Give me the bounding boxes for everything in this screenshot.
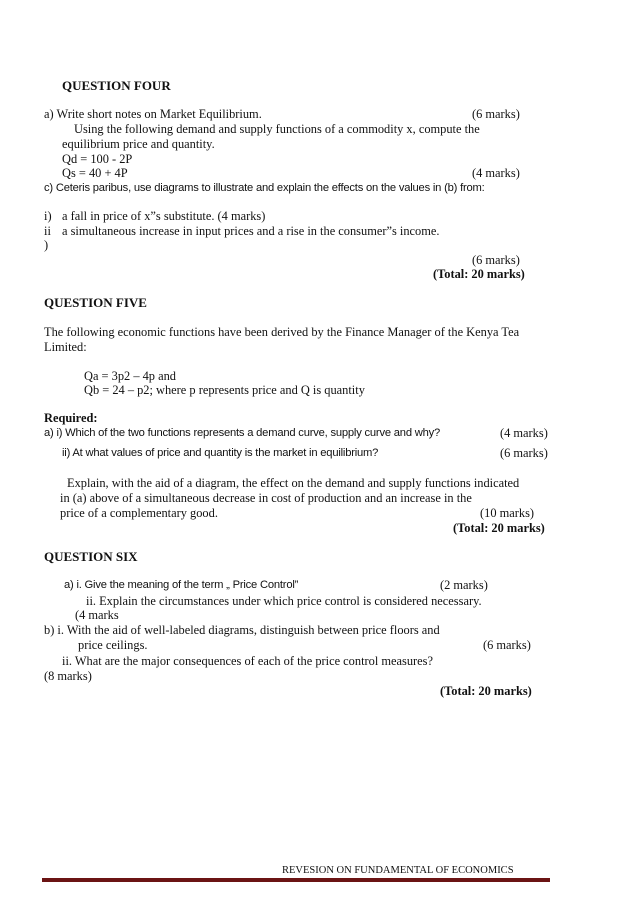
- q6-b-i-text-line1: b) i. With the aid of well-labeled diagrams, distinguish between price floors and: [44, 623, 440, 637]
- q5-b-marks: (10 marks): [480, 506, 535, 520]
- q4-total: (Total: 20 marks): [433, 267, 525, 281]
- q5-b-text-line2: in (a) above of a simultaneous decrease in cost of production and an increase in the: [60, 491, 472, 505]
- q4-a-marks: (6 marks): [472, 107, 520, 121]
- q4-c-text: c) Ceteris paribus, use diagrams to illustrate and explain the effects on the values in (b) from:: [44, 182, 485, 194]
- q6-a-i-text: a) i. Give the meaning of the term „ Price Control”: [64, 579, 299, 591]
- q4-item-ii-text: a simultaneous increase in input prices and a rise in the consumer”s income.: [62, 224, 440, 238]
- q6-a-ii-text: ii. Explain the circumstances under which price control is considered necessary.: [86, 594, 482, 608]
- q4-b-text-line1: Using the following demand and supply functions of a commodity x, compute the: [74, 122, 480, 136]
- q5-a-i-marks: (4 marks): [500, 426, 548, 440]
- q4-ii-marks: (6 marks): [472, 253, 520, 267]
- q5-total: (Total: 20 marks): [453, 521, 545, 535]
- q5-intro-line1: The following economic functions have been derived by the Finance Manager of the Kenya Tea: [44, 325, 520, 339]
- q5-required-label: Required:: [44, 411, 98, 425]
- q5-function-qb: Qb = 24 – p2; where p represents price and Q is quantity: [84, 383, 365, 397]
- q4-a-text: a) Write short notes on Market Equilibrium.: [44, 107, 262, 121]
- q5-a-i-text: a) i) Which of the two functions represents a demand curve, supply curve and why?: [44, 427, 441, 439]
- q5-function-qa: Qa = 3p2 – 4p and: [84, 369, 176, 383]
- q5-intro-line2: Limited:: [44, 340, 87, 354]
- q5-a-ii-marks: (6 marks): [500, 446, 548, 460]
- q6-total: (Total: 20 marks): [440, 684, 532, 698]
- q5-b-text-line3: price of a complementary good.: [60, 506, 218, 520]
- q6-a-ii-marks: (4 marks: [75, 608, 119, 622]
- q6-b-ii-marks: (8 marks): [44, 669, 92, 683]
- q5-b-text-line1: Explain, with the aid of a diagram, the effect on the demand and supply functions indicated: [67, 476, 520, 490]
- q5-a-ii-text: ii) At what values of price and quantity is the market in equilibrium?: [62, 447, 379, 459]
- q4-b-marks: (4 marks): [472, 166, 520, 180]
- q4-supply-function: Qs = 40 + 4P: [62, 166, 128, 180]
- q4-item-i-text: a fall in price of x”s substitute. (4 marks): [62, 209, 266, 223]
- q6-b-i-marks: (6 marks): [483, 638, 531, 652]
- q4-demand-function: Qd = 100 - 2P: [62, 152, 133, 166]
- q4-b-text-line2: equilibrium price and quantity.: [62, 137, 215, 151]
- q6-a-i-marks: (2 marks): [440, 578, 488, 592]
- footer-rule: [42, 878, 550, 882]
- q6-heading: QUESTION SIX: [44, 549, 138, 564]
- q4-heading: QUESTION FOUR: [62, 78, 171, 93]
- q4-item-i-label: i): [44, 209, 52, 223]
- q4-item-ii-label: ii: [44, 224, 51, 238]
- q4-item-ii-label-close: ): [44, 238, 49, 252]
- q5-heading: QUESTION FIVE: [44, 295, 147, 310]
- q6-b-i-text-line2: price ceilings.: [78, 638, 148, 652]
- q6-b-ii-text: ii. What are the major consequences of each of the price control measures?: [62, 654, 433, 668]
- page-footer-text: REVESION ON FUNDAMENTAL OF ECONOMICS: [282, 865, 514, 876]
